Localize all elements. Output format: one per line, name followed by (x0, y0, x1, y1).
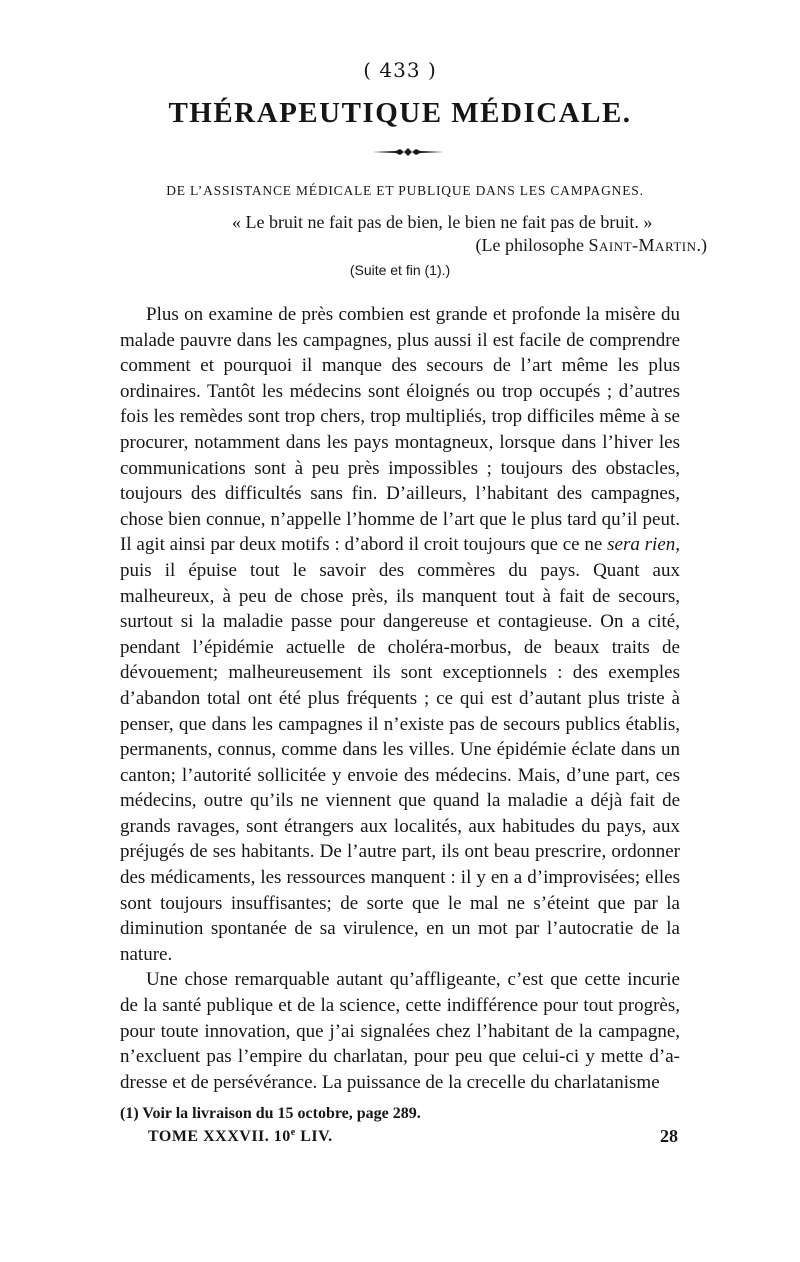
paragraph (120, 302, 680, 967)
continuation-note: (Suite et fin (1).) (349, 262, 451, 278)
volume-prefix: TOME XXXVII. 10 (148, 1128, 291, 1145)
ornamental-rule (372, 147, 444, 157)
epigraph-attribution (232, 234, 757, 257)
paragraph-text: Plus on examine de près combien est grande et profonde la misère du malade pauvre dans les campagnes, plus aussi il est facile de comprendre comment et pourquoi il manque des secours de l’art même les plus ordinaires. Tantôt les médecins sont éloignés ou trop occupés ; d’autres fois les remèdes sont trop chers, trop multipliés, trop difficiles même à se procurer, notamment dans les pays montagneux, lorsque dans l’hiver les communications sont à peu près impossibles ; toujours des obstacles, toujours des difficultés sans fin. D’ailleurs, l’habitant des campagnes, chose bien connue, n’appelle l’homme de l’art que le plus tard qu’il peut. Il agit ainsi par deux motifs : d’abord il croit toujours que ce ne (120, 304, 680, 556)
attribution-prefix: (Le philosophe (475, 235, 584, 255)
volume-suffix: LIV. (295, 1128, 333, 1145)
page-number: ( 433 ) (363, 58, 437, 82)
paragraph: Une chose remarquable autant qu’affligeante, c’est que cette incurie de la santé publique et de la science, cette indifférence pour tout progrès, pour toute innovation, que j’ai signalées chez l’habitant de la campagne, n’excluent pas l’empire du charlatan, pour peu que celui-ci y mette d’adresse et de persévérance. La puissance de la crecelle du charlatanisme (120, 969, 680, 1093)
volume-sup: e (290, 1127, 296, 1138)
signature-line (148, 1127, 678, 1146)
footnote: (1) Voir la livraison du 15 octobre, page 289. (120, 1105, 421, 1122)
epigraph (232, 211, 757, 257)
italic-phrase: sera rien (607, 534, 676, 556)
volume-label (148, 1128, 333, 1145)
section-title: THÉRAPEUTIQUE MÉDICALE. (168, 97, 632, 129)
article-title: DE L’ASSISTANCE MÉDICALE ET PUBLIQUE DANS LES CAMPAGNES. (166, 183, 644, 198)
sheet-number: 28 (660, 1126, 678, 1146)
attribution-suffix: .) (696, 235, 707, 255)
article-body (120, 302, 680, 1095)
paragraph-text: , puis il épuise tout le savoir des commères du pays. Quant aux malheureux, à peu de chose près, ils manquent tout à fait de secours, surtout si la maladie passe pour dangereuse et contagieuse. On a cité, pendant l’épidémie actuelle de choléra-morbus, de beaux traits de dévouement; malheureusement ils sont exceptionnels : des exemples d’abandon total ont été plus fréquents ; ce qui est d’autant plus triste à penser, que dans les campagnes il n’existe pas de secours publics établis, permanents, connus, comme dans les villes. Une épidémie éclate dans un canton; l’autorité sollicitée y envoie des médecins. Mais, d’une part, ces médecins, outre qu’ils ne viennent que quand la maladie a déjà fait de grands ravages, sont étrangers aux localités, aux habitudes du pays, aux préjugés de ses habitants. De l’autre part, ils ont beau prescrire, ordonner des médicaments, les ressources manquent : il y en a d’improvisées; elles sont toujours insuffisantes; de sorte que le mal ne s’éteint que par la diminution spontanée de sa virulence, en un mot par l’autocratie de la nature. (120, 534, 680, 965)
attribution-name: Saint-Martin (588, 235, 697, 255)
epigraph-quote: « Le bruit ne fait pas de bien, le bien ne fait pas de bruit. » (232, 212, 653, 232)
